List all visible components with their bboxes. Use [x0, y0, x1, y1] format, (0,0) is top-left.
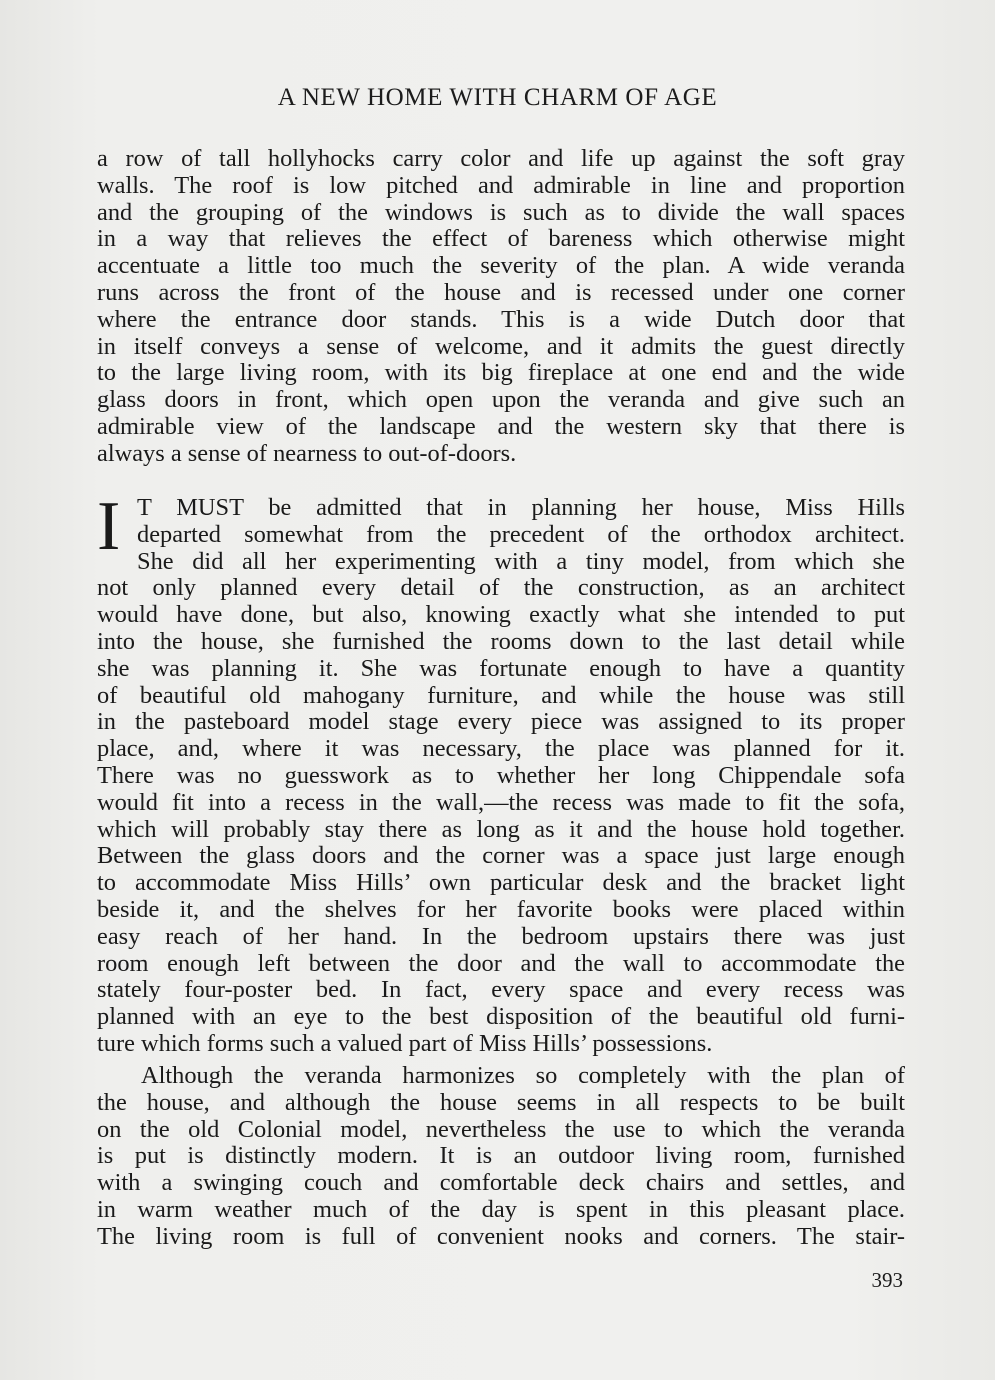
text-line: There was no guesswork as to whether her long Chippendale sofa	[97, 761, 905, 789]
text-line: into the house, she furnished the rooms down to the last detail while	[97, 627, 905, 655]
text-line: accentuate a little too much the severity of the plan. A wide veranda	[97, 252, 905, 280]
text-line: stately four-poster bed. In fact, every space and every recess was	[97, 976, 905, 1004]
text-line: place, and, where it was necessary, the place was planned for it.	[97, 735, 905, 763]
text-line: and the grouping of the windows is such as to divide the wall spaces	[97, 198, 905, 226]
paragraph-2	[97, 488, 905, 1058]
running-head: A NEW HOME WITH CHARM OF AGE	[277, 84, 718, 111]
text-line: planned with an eye to the best disposition of the beautiful old furni-	[97, 1003, 905, 1031]
paragraph-1	[97, 146, 905, 468]
text-line: in the pasteboard model stage every piece was assigned to its proper	[97, 708, 905, 736]
text-line: Although the veranda harmonizes so completely with the plan of	[141, 1062, 905, 1089]
text-line: in warm weather much of the day is spent in this pleasant place.	[97, 1195, 905, 1223]
text-line: to accommodate Miss Hills’ own particular desk and the bracket light	[97, 869, 905, 897]
text-line: ture which forms such a valued part of Miss Hills’ possessions.	[97, 1029, 713, 1057]
text-line: glass doors in front, which open upon the veranda and give such an	[97, 386, 905, 414]
text-line: easy reach of her hand. In the bedroom upstairs there was just	[97, 922, 905, 950]
text-line: The living room is full of convenient nooks and corners. The stair-	[97, 1222, 905, 1250]
text-line: Between the glass doors and the corner was a space just large enough	[97, 842, 905, 870]
text-line: with a swinging couch and comfortable deck chairs and settles, and	[97, 1169, 905, 1197]
text-line: beside it, and the shelves for her favorite books were placed within	[97, 895, 905, 923]
text-line: to the large living room, with its big fireplace at one end and the wide	[97, 359, 905, 387]
text-line: which will probably stay there as long as it and the house hold together.	[97, 815, 905, 843]
text-line: not only planned every detail of the construction, as an architect	[97, 574, 905, 602]
text-line: walls. The roof is low pitched and admirable in line and proportion	[97, 171, 905, 199]
text-line: always a sense of nearness to out-of-doors.	[97, 439, 517, 467]
text-line: admirable view of the landscape and the western sky that there is	[97, 412, 905, 440]
text-line: the house, and although the house seems in all respects to be built	[97, 1088, 905, 1116]
text-line: She did all her experimenting with a tiny model, from which she	[137, 547, 905, 575]
text-line: she was planning it. She was fortunate enough to have a quantity	[97, 654, 905, 682]
text-line: in a way that relieves the effect of bareness which otherwise might	[97, 225, 905, 253]
text-line: would fit into a recess in the wall,—the recess was made to fit the sofa,	[97, 788, 905, 816]
page-number: 393	[871, 1268, 903, 1292]
text-line: on the old Colonial model, nevertheless the use to which the veranda	[97, 1115, 905, 1143]
text-line: of beautiful old mahogany furniture, and while the house was still	[97, 681, 905, 709]
text-line: is put is distinctly modern. It is an outdoor living room, furnished	[97, 1142, 905, 1170]
text-line: where the entrance door stands. This is a wide Dutch door that	[97, 305, 905, 333]
drop-cap: I	[97, 488, 121, 565]
text-line: departed somewhat from the precedent of the orthodox architect.	[137, 520, 905, 548]
text-line: in itself conveys a sense of welcome, and it admits the guest directly	[97, 332, 905, 360]
text-line: room enough left between the door and the wall to accommodate the	[97, 949, 905, 977]
paragraph-3	[97, 1063, 905, 1251]
text-line: a row of tall hollyhocks carry color and life up against the soft gray	[97, 145, 905, 172]
text-line: T MUST be admitted that in planning her house, Miss Hills	[137, 494, 905, 521]
text-line: would have done, but also, knowing exactly what she intended to put	[97, 601, 905, 629]
text-line: runs across the front of the house and is recessed under one corner	[97, 278, 905, 306]
